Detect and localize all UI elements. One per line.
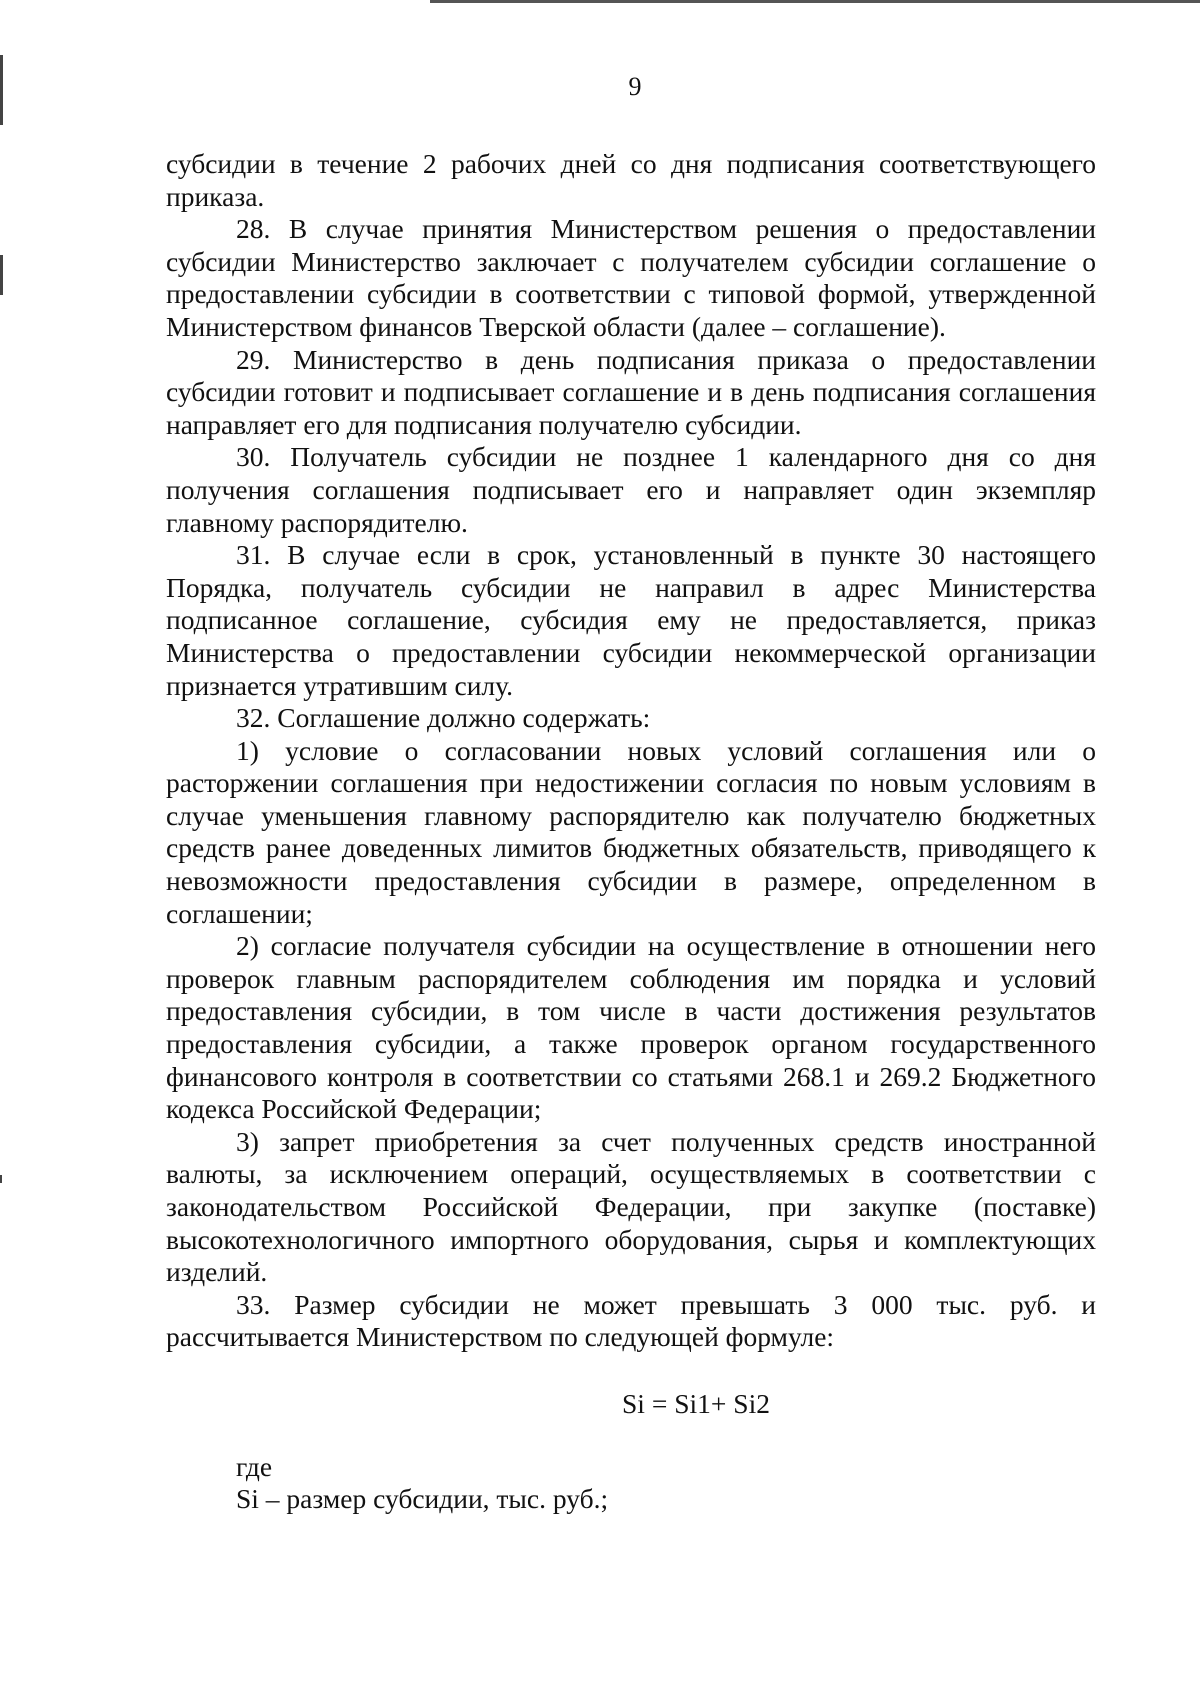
paragraph-33: 33. Размер субсидии не может превышать 3 000 тыс. руб. и рассчитывается Министерством по следующей формуле: (166, 1288, 1096, 1353)
document-body (166, 148, 1096, 1516)
where-label: где (236, 1450, 273, 1482)
page-number: 9 (628, 72, 642, 101)
paragraph-32: 32. Соглашение должно содержать: (236, 702, 651, 734)
paragraph-29: 29. Министерство в день подписания приказа о предоставлении субсидии готовит и подписывает соглашение и в день подписания соглашения направляет его для подписания получателю субсидии. (166, 343, 1096, 440)
paragraph-28: 28. В случае принятия Министерством решения о предоставлении субсидии Министерство заключает с получателем субсидии соглашение о предоставлении субсидии в соответствии с типовой формой, утвержденной Министерством финансов Тверской области (далее – соглашение). (166, 213, 1096, 342)
definition-si: Si – размер субсидии, тыс. руб.; (236, 1483, 609, 1515)
scan-top-edge (430, 0, 1200, 3)
formula: Si = Si1+ Si2 (622, 1387, 770, 1419)
list-item-1: 1) условие о согласовании новых условий соглашения или о расторжении соглашения при недостижении согласия по новым условиям в случае уменьшения главному распорядителю как получателю бюджетных средств ранее доведенных лимитов бюджетных обязательств, приводящего к невозможности предоставления субсидии в размере, определенном в соглашении; (166, 734, 1096, 929)
paragraph-31: 31. В случае если в срок, установленный в пункте 30 настоящего Порядка, получатель субсидии не направил в адрес Министерства подписанное соглашение, субсидия ему не предоставляется, приказ Министерства о предоставлении субсидии некоммерческой организации признается утратившим силу. (166, 539, 1096, 701)
paragraph-continuation: субсидии в течение 2 рабочих дней со дня подписания соответствующего приказа. (166, 148, 1096, 212)
list-item-3: 3) запрет приобретения за счет полученных средств иностранной валюты, за исключением операций, осуществляемых в соответствии с законодательством Российской Федерации, при закупке (поставке) высокотехнологичного импортного оборудования, сырья и комплектующих изделий. (166, 1125, 1096, 1288)
scan-margin-mark (0, 1175, 2, 1183)
scan-margin-mark (0, 255, 3, 295)
paragraph-30: 30. Получатель субсидии не позднее 1 календарного дня со дня получения соглашения подписывает его и направляет один экземпляр главному распорядителю. (166, 441, 1096, 538)
list-item-2: 2) согласие получателя субсидии на осуществление в отношении него проверок главным распорядителем соблюдения им порядка и условий предоставления субсидии, в том числе в части достижения результатов предоставления субсидии, а также проверок органом государственного финансового контроля в соответствии со статьями 268.1 и 269.2 Бюджетного кодекса Российской Федерации; (166, 930, 1096, 1125)
